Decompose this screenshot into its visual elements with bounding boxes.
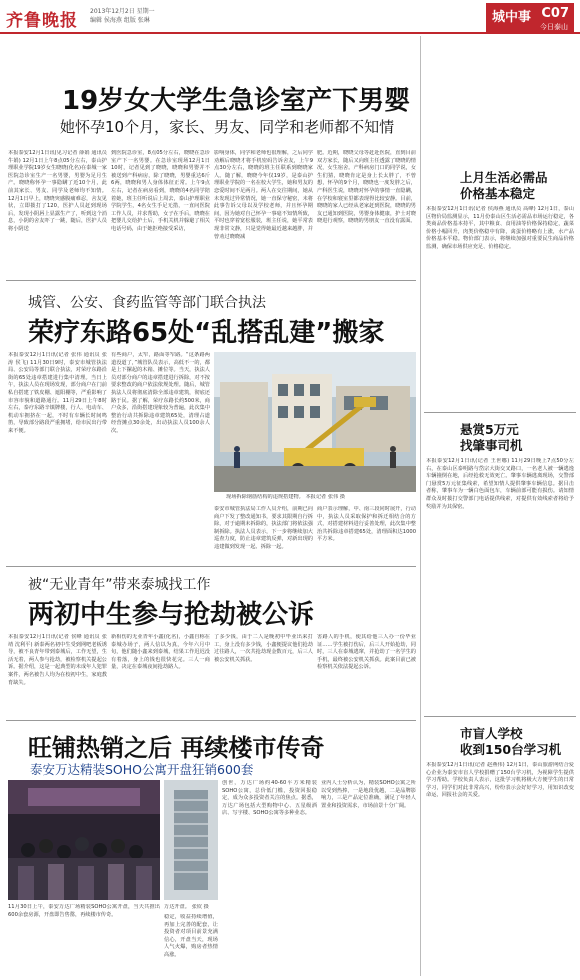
story1-headline: 19岁女大学生急诊室产下男婴 — [62, 86, 411, 116]
story1-col3: 影响身体，同学和老师也很理解，之后同学劝解后晓晓才将手机密码告诉舍友，上午9点30分左右，晓晓的班主任联系到晓晓家人。随了解，晓晓今年仅19岁，是泰山护理职业学院的一名在校大学生，她和男友的恋爱时间不足两月。两人在交往期间，她从未发现过异常情况，她一直保守秘密，未将此事告诉父母以及学校老师，并且怀孕期间，因为她对自己怀孕一事毫不知情所致，平时也穿着宽松服装，班主任说，她平常表现非常文静，只是觉得她最近越来越胖，并曾劝过晓晓减 — [214, 150, 313, 240]
side1-body: 本报泰安12月1日讯(记者 侯海燕 通讯员 高峰) 12月1日，泰山区物价局监测显示，11月份泰山区生活必需品市场运行稳定，各类商品价格基本持平，其中粮食、食用油等价格保持稳定，蔬菜价格小幅回升，肉类价格稳中有降，禽蛋价格略有上涨，水产品价格基本平稳。物价部门表示，将继续加强对重要民生商品价格监测，确保市场供应充足、价格稳定。 — [426, 206, 574, 250]
demolition-photo — [214, 352, 416, 492]
building-render — [164, 780, 218, 900]
side3-body: 本报泰安12月1日讯(记者 赵燕伟) 12月1日，泰山旅游网结合爱心企业为泰安市盲人学校捐赠了150台学习机，为视障学生提供学习帮助。学校负责人表示，这批学习机将极大方便学生的日常学习，同学们对此非常高兴，纷纷表示会好好学习，用知识改变命运，回报社会的关爱。 — [426, 762, 574, 799]
section-name: 城中事 — [492, 10, 532, 25]
story3-col1: 本报泰安12月1日讯(记者 侯峰 通讯员 张靖 沈利平) 新泰两名初中生受到网吧老板诱导，被不良青年带到泰城后，工作无望，生活无着，两人参与抢劫，被检察机关提起公诉。据介绍，这是一起典型的未成年人犯罪案件，两名被告人均为在校初中生，家庭教育缺失。 — [8, 634, 107, 686]
story2-photo-caption: 现场拆除钢筋结构的违规搭建物。 本报记者 张伟 摄 — [226, 494, 346, 500]
story1-subhead: 她怀孕10个月，家长、男友、同学和老师都不知情 — [60, 118, 395, 136]
story3-col2: 新相伤的无业青年小鑫(化名)，小鑫自称在泰城办场子，两人信以为真，今年六月中旬，他们随小鑫来到泰城，结果工作迟迟没有着落，身上的钱也很快花完。三人一商量，决定在泰城夜间抢劫路人。 — [111, 634, 210, 671]
sales-event-photo — [8, 780, 160, 900]
sidebar-divider — [424, 716, 576, 717]
side2-body: 本报泰安12月1日讯(记者 王世娜) 11月29日晚上7点50分左右，在泰山区泰明路与岱宗大街交叉路口，一名老人被一辆逃逸车辆撞倒在地，后经抢救无效死亡。肇事车辆逃离现场，交警部门悬赏5万元征集线索，希望知情人提供肇事车辆信息。据目击者称，肇事车为一辆白色面包车，车辆前部可能有损伤。请知情群众及时拨打交警部门电话提供线索，对提供有效线索者将给予奖励并为其保密。 — [426, 458, 574, 510]
page-header — [0, 0, 580, 34]
story4-col1: 11月30日上午，泰安万达广场精装SOHO公寓开盘，当天共推出600余套房源，开盘即告售罄，再续楼市传奇。 — [8, 904, 160, 918]
story4-photo-caption: 万达开盘。 张钦 摄 — [164, 904, 209, 910]
story2-headline: 荣疗东路65处“乱搭乱建”搬家 — [28, 318, 385, 348]
story2-col4: 商户表示理解，中、南三段同时展开，行动中，执法人员采取保护和拆迁相结合的方式，对搭建材料进行妥善处理，此次集中整治共拆除违章搭建65处，清理面积达1000平方米。 — [317, 506, 416, 543]
story-divider — [6, 720, 416, 721]
page-number: C07 — [541, 6, 569, 21]
side1-title-line2: 价格基本稳定 — [460, 186, 536, 201]
header-meta — [90, 7, 155, 25]
side3-title-line2: 收到150台学习机 — [460, 742, 562, 757]
side2-title-line1: 悬赏5万元 — [460, 422, 519, 437]
story1-col1: 本报泰安12月1日讯(见习记者 薛娟 通讯员 牛娟) 12月1日上午8点05分左右，泰山护理职业学院19岁女生晓晓(化名)在泰城一家医院急诊室生产一名男婴，男婴为足月生产。晓晓称怀孕一事隐瞒了近10个月，此前其家长、男友、同学及老师均不知情。12月1日早上，晓晓突感腹痛难忍，舍友见状，立即拨打了120，医护人员赶到现场后，发现小阴唇上显露生产了，听到这个消息，小阴的舍友吓了一跳，随后，医护人员将小阴送 — [8, 150, 107, 232]
story3-col3: 了多少钱，由于二人是晚初中毕业出来打工，身上没有多少钱，小鑫便提议他们抢劫过往路人，一次共抢劫现金数百元，后三人被公安机关抓获。 — [214, 634, 313, 663]
side3-title-line1: 市盲人学校 — [460, 726, 523, 741]
story3-col4: 害路人的手机，使其给他三人办一份毕业证……学生被打伤后，后三人开始抢劫，同时，三人在泰城逃窜，并抢劫了一名学生的手机，最终被公安机关抓获。此案目前已被检察机关依法提起公诉。 — [317, 634, 416, 671]
story3-headline: 两初中生参与抢劫被公诉 — [28, 600, 315, 630]
column-rule — [420, 36, 421, 976]
story2-col1: 本报泰安12月1日讯(记者 张伟 通讯员 张涛 侯飞) 11月30日9时，泰安市城管执法局、公安局等部门联合执法，对荣疗东路沿街的65处违章搭建进行集中清理。当日上午，执法人员在现场发现，部分商户在门前私自搭建了铁皮棚、遮阳棚等，严重影响了市容市貌和道路通行。11月29日上午8时左右，泰疗东路辛镇牌楼，行人、电动车、机动车拥挤在一起，不时有车辆长时间鸣笛，导致部分路段严重拥堵，给市民出行带来不便。 — [8, 352, 107, 434]
sales-crowd-scene — [8, 780, 160, 900]
story4-headline: 旺铺热销之后 再续楼市传奇 — [28, 734, 325, 762]
story4-col2: 稳定，收益持续增值，再加上完善的配套，让投资者对项目前景充满信心，开盘当天，现场人气火爆，购房者热情高涨。 — [164, 914, 218, 958]
story2-col2: 有些商户，太窄，路面等窄路。“这条路两道没道了，”城管队员表示，高低不一的，都是上下摞起的木箱、摊位等。当天，执法人员对部分商户的违章搭建进行拆除，对不按要求整改的商户依法依规处理。随后，城管执法人员将彻底清除全部违章建筑，彻底还路于民。据了解，荣疗东路长约500米，商户众多，沿街搭建现象较为普遍，此次集中整治行动共拆除违章建筑65处，清理占道经营摊点30余处，出动执法人员100余人次。 — [111, 352, 210, 434]
building-photo — [164, 780, 218, 900]
story2-col3: 泰安市城管执法局工作人员介绍，前期已向商户下发了整改通知书，要求其限期自行拆除，对于逾期未拆除的，执法部门将依法强制拆除。执法人员表示，下一步将继续加大巡查力度，防止违章建筑反弹，对新出现的违建做到发现一起、拆除一起。 — [214, 506, 313, 550]
side1-title-line1: 上月生活必需品 — [460, 170, 548, 185]
story1-col4: 肥。近期，晓晓父母等赶赴医院，直到目前双方家长，随后又向班主任透露了晓晓的情况，女生宿舍。产科病房门口的同学说，女生们猜，晓晓肯定是身上长太胖了，不曾想，怀孕的9个月，晓晓也一度发胖之后，产科医生说，晓晓对怀孕的事情一直隐瞒，在学校和寝室里都表现得比较安静。目前，晓晓的家人已经从老家赶到医院，晓晓的男友已通知到医院，男婴身体健康，护士对晓晓进行观察，晓晓的男朋友一直没有露面。 — [317, 150, 416, 225]
story2-kicker: 城管、公安、食药监管等部门联合执法 — [28, 295, 266, 311]
issue-date: 2013年12月2日 — [90, 8, 135, 15]
demolition-scene — [214, 352, 416, 492]
story3-kicker: 被“无业青年”带来泰城找工作 — [28, 577, 211, 593]
issue-staff: 编辑 侯海燕 组版 张琳 — [90, 17, 150, 24]
side2-title-line2: 找肇事司机 — [460, 438, 523, 453]
story4-subhead: 泰安万达精装SOHO公寓开盘狂销600套 — [30, 762, 254, 777]
story-divider — [6, 280, 416, 281]
subsection-name: 今日泰山 — [540, 23, 568, 31]
story-divider — [6, 566, 416, 567]
story4-col4: 业内人士分析认为，精装SOHO公寓之所以受到热捧，一是地段优越，二是品牌影响力，三是产品定位准确，满足了年轻人置业和投资需求，市场前景十分广阔。 — [321, 780, 416, 809]
issue-weekday: 星期一 — [136, 8, 155, 15]
story1-col2: 到医院急诊室，8点05分左右，晓晓在急诊室产下一名男婴。在急诊室现场12月1日10时，记者见到了晓晓，晓晓和男婴并不被送到产科病房，除了晓晓，男婴重达6斤6两，晓晓和男人身体体征正常。上午9点左右，记者在病房看到，晓晓的4名同学陪着她，班主任听说后上周去，泰山护理职业学院学生，4名女生手足无措，一直问医院工作人员，并求帮助，女子在手后，晓晓在把婴儿交给护士后，手机关机并躲避了相关电话号码，由于她拒绝接受采访， — [111, 150, 210, 232]
newspaper-logo: 齐鲁晚报 — [6, 11, 78, 31]
story4-col3: 创世，万达广场约40-60平方米精装SOHO公寓，总价低门槛，投资回报稳定，成为众多投资者关注的焦点。据悉，万达广场包括大型购物中心、五星级酒店、写字楼、SOHO公寓等多种业态。 — [222, 780, 317, 817]
sidebar-divider — [424, 412, 576, 413]
section-tag — [486, 3, 574, 33]
